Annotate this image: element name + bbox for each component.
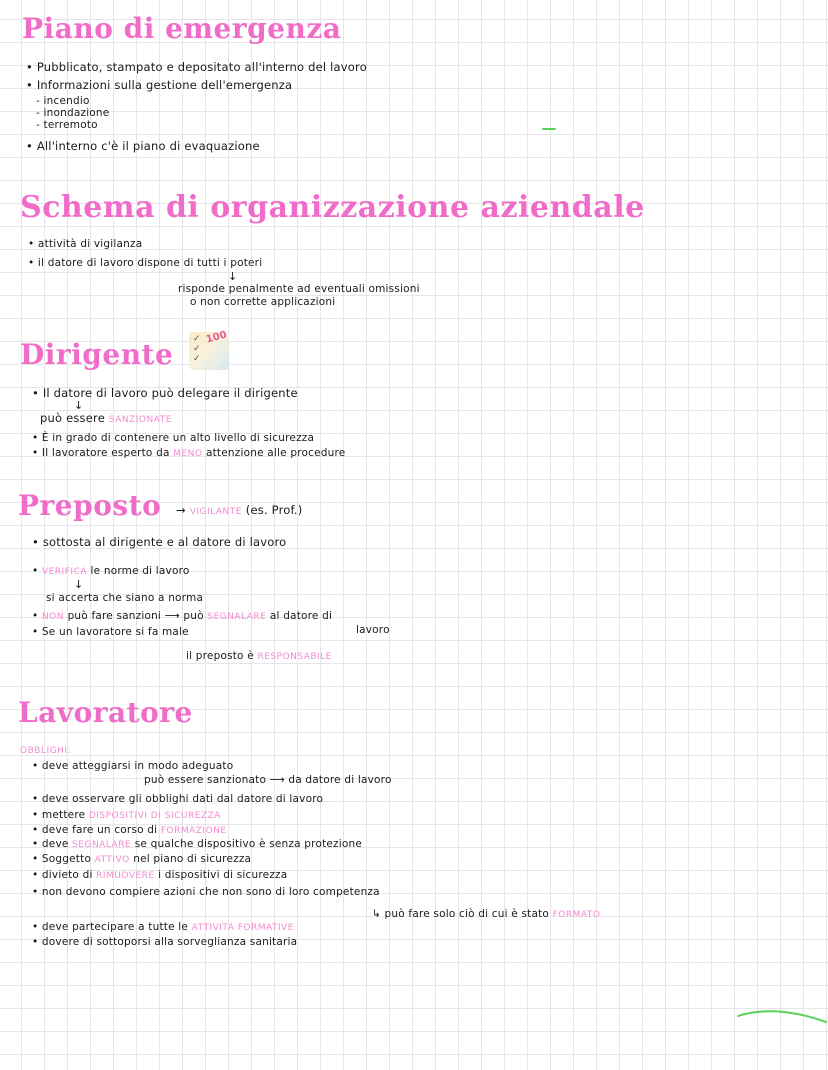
obblighi-label: OBBLIGHI:	[20, 746, 72, 756]
note-text: le norme di lavoro	[90, 565, 190, 577]
note-text: • deve fare un corso di	[32, 824, 158, 836]
note-text: nel piano di sicurezza	[133, 853, 252, 865]
note-line: • È in grado di contenere un alto livello di sicurezza	[32, 432, 315, 444]
note-line: • attività di vigilanza	[28, 238, 143, 250]
list-item: • deve osservare gli obblighi dati dal datore di lavoro	[32, 793, 324, 805]
checkmark-icon: ✓	[193, 344, 201, 354]
list-item	[32, 838, 362, 850]
hundred-points-icon: 100	[204, 329, 228, 346]
note-text: • divieto di	[32, 869, 93, 881]
highlight-keyword: ATTIVITÀ FORMATIVE	[191, 923, 294, 933]
highlight-keyword: DISPOSITIVI DI SICUREZZA	[88, 811, 221, 821]
highlight-keyword: NON	[41, 612, 65, 622]
note-text: ↳ può fare solo ciò di cui è stato	[372, 908, 550, 920]
note-line: • sottosta al dirigente e al datore di lavoro	[32, 535, 287, 549]
list-item: • deve atteggiarsi in modo adeguato	[32, 760, 234, 772]
note-text: • Soggetto	[32, 853, 92, 865]
note-line: • Informazioni sulla gestione dell'emergenza	[26, 78, 293, 92]
down-arrow-icon: ↓	[74, 399, 84, 412]
note-line: • il datore di lavoro dispone di tutti i poteri	[28, 257, 263, 269]
note-text: •	[32, 610, 39, 622]
note-subline: - inondazione	[36, 107, 110, 119]
note-text: • mettere	[32, 809, 86, 821]
note-line: si accerta che siano a norma	[46, 592, 204, 604]
right-arrow-icon: →	[176, 503, 186, 517]
note-text: i dispositivi di sicurezza	[158, 869, 288, 881]
note-text: • Il lavoratore esperto da	[32, 447, 170, 459]
list-item	[32, 809, 221, 821]
note-line	[32, 565, 190, 577]
highlight-keyword: VERIFICA	[41, 567, 87, 577]
note-text: può essere	[40, 411, 105, 425]
heading-piano-di-emergenza: Piano di emergenza	[22, 12, 342, 45]
green-ink-stroke	[736, 1004, 828, 1034]
highlight-keyword: RESPONSABILE	[257, 652, 332, 662]
green-ink-mark	[542, 128, 556, 130]
note-line	[176, 503, 302, 517]
down-arrow-icon: ↓	[228, 270, 238, 283]
checklist-sticker-icon	[189, 329, 229, 370]
heading-dirigente: Dirigente	[20, 338, 174, 371]
list-item	[372, 908, 600, 920]
note-line	[32, 447, 345, 459]
list-item: • non devono compiere azioni che non sono di loro competenza	[32, 886, 380, 898]
note-text: attenzione alle procedure	[205, 447, 346, 459]
note-text: se qualche dispositivo è senza protezione	[134, 838, 363, 850]
note-subline: - terremoto	[36, 119, 98, 131]
heading-lavoratore: Lavoratore	[18, 696, 193, 729]
highlight-keyword: FORMATO	[552, 910, 601, 920]
highlight-keyword: SANZIONATE	[108, 415, 172, 425]
note-line: • Se un lavoratore si fa male	[32, 626, 189, 638]
highlight-keyword: VIGILANTE	[189, 507, 242, 517]
note-line: • Pubblicato, stampato e depositato all'interno del lavoro	[26, 60, 367, 74]
note-line: • Il datore di lavoro può delegare il dirigente	[32, 386, 298, 400]
note-line	[40, 411, 172, 425]
note-line: o non corrette applicazioni	[190, 296, 336, 308]
down-arrow-icon: ↓	[74, 578, 84, 591]
highlight-keyword: ATTIVO	[94, 855, 130, 865]
note-line	[186, 650, 332, 662]
heading-preposto: Preposto	[18, 489, 162, 522]
list-item: • dovere di sottoporsi alla sorveglianza sanitaria	[32, 936, 298, 948]
note-text: al datore di	[269, 610, 333, 622]
checkmark-icon: ✓	[193, 334, 201, 344]
list-item: può essere sanzionato ⟶ da datore di lavoro	[144, 774, 392, 786]
note-subline: - incendio	[36, 95, 90, 107]
note-text: • deve	[32, 838, 69, 850]
note-text: (es. Prof.)	[245, 503, 303, 517]
list-item	[32, 853, 251, 865]
highlight-keyword: FORMAZIONE	[160, 826, 227, 836]
note-line	[32, 610, 332, 622]
note-text: il preposto è	[186, 650, 254, 662]
list-item	[32, 921, 294, 933]
note-line: lavoro	[356, 624, 390, 636]
heading-schema-organizzazione: Schema di organizzazione aziendale	[20, 190, 645, 225]
list-item	[32, 824, 227, 836]
note-line: • All'interno c'è il piano di evaquazione	[26, 139, 260, 153]
highlight-keyword: MENO	[173, 449, 203, 459]
highlight-keyword: SEGNALARE	[207, 612, 267, 622]
note-line: risponde penalmente ad eventuali omissioni	[178, 283, 420, 295]
list-item	[32, 869, 287, 881]
highlight-keyword: SEGNALARE	[72, 840, 132, 850]
checkmark-icon: ✓	[193, 354, 201, 364]
highlight-keyword: RIMUOVERE	[96, 871, 155, 881]
note-text: • deve partecipare a tutte le	[32, 921, 189, 933]
note-text: •	[32, 565, 39, 577]
note-text: può fare sanzioni ⟶ può	[67, 610, 204, 622]
